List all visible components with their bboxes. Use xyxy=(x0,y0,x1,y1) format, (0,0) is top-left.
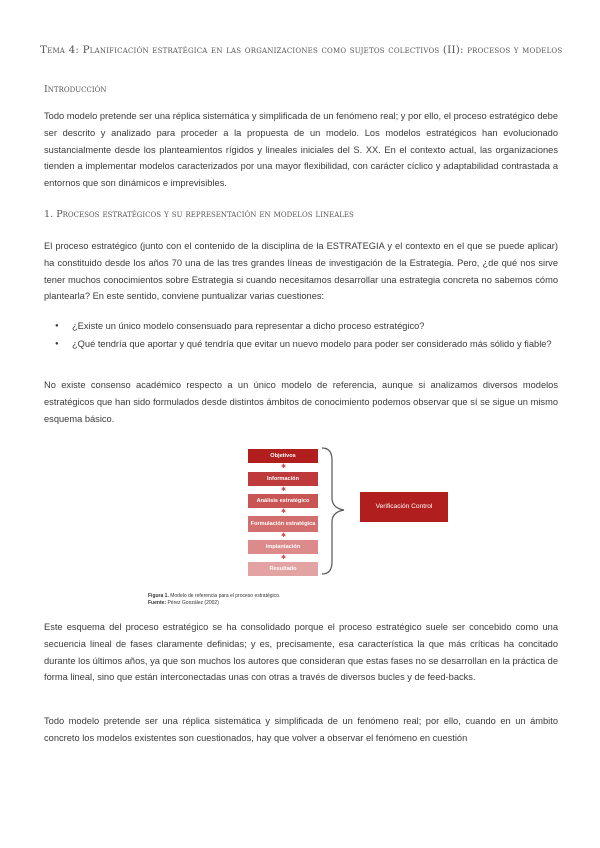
source-label: Fuente: xyxy=(148,600,167,606)
step-connector-icon: ✱ xyxy=(281,555,287,561)
intro-paragraph: Todo modelo pretende ser una réplica sistemática y simplificada de un fenómeno real; y por ello, el proceso estratégico debe ser descrito y analizado para proceder a la propuesta de un modelo. Los modelos estratégicos han evolucionado sustancialmente desde los planteamientos rígidos y lineales iniciales del S. XX. En el contexto actual, las organizaciones tienden a implementar modelos caracterizados por una mayor flexibilidad, con carácter cíclico y adaptabilidad contrastada a entornos que son dinámicos e imprevisibles. xyxy=(44,111,558,189)
step-informacion: Información xyxy=(248,472,318,486)
list-item: ● ¿Existe un único modelo consensuado para representar a dicho proceso estratégico? xyxy=(44,318,558,335)
step-analisis: Análisis estratégico xyxy=(248,494,318,508)
step-resultado: Resultado xyxy=(248,562,318,576)
caption-text: Modelo de referencia para el proceso estratégico. xyxy=(170,593,281,599)
consensus-paragraph: No existe consenso académico respecto a un único modelo de referencia, aunque si analizamos diversos modelos estratégicos que han sido formulados desde distintos ámbitos de conocimiento podemos observar que sí se sigue un mismo esquema básico. xyxy=(44,380,558,424)
step-connector-icon: ✱ xyxy=(281,464,287,470)
section1-heading: 1. Procesos estratégicos y su representación en modelos lineales xyxy=(44,209,354,220)
section1-paragraph: El proceso estratégico (junto con el contenido de la disciplina de la ESTRATEGIA y el contexto en el que se puede aplicar) ha constituido desde los años 70 una de las tres grandes líneas de investigación de la Estrategia. Pero, ¿de qué nos sirve tener muchos conocimientos sobre Estrategia si cuando necesitamos desarrollar una estrategia concreta no sabemos cómo plantearla? En este sentido, conviene puntualizar varias cuestiones: xyxy=(44,241,558,302)
list-item: ● ¿Qué tendría que aportar y qué tendría que evitar un nuevo modelo para poder ser considerado más sólido y fiable? xyxy=(44,336,558,353)
step-connector-icon: ✱ xyxy=(281,533,287,539)
step-connector-icon: ✱ xyxy=(281,487,287,493)
step-objetivos: Objetivos xyxy=(248,449,318,463)
brace-icon xyxy=(318,446,358,576)
final-paragraph: Todo modelo pretende ser una réplica sistemática y simplificada de un fenómeno real; por ello, cuando en un ámbito concreto los modelos existentes son cuestionados, hay que volver a observar el fenómeno en cuestión xyxy=(44,716,558,743)
document-title: Tema 4: Planificación estratégica en las organizaciones como sujetos colectivos (II): procesos y modelos xyxy=(40,44,563,56)
step-formulacion: Formulación estratégica xyxy=(248,516,318,532)
step-connector-icon: ✱ xyxy=(281,509,287,515)
intro-heading: Introducción xyxy=(44,84,107,95)
scheme-paragraph: Este esquema del proceso estratégico se ha consolidado porque el proceso estratégico suele ser concebido como una secuencia lineal de fases claramente definidas; y es, precisamente, esa característica la que más críticas ha concitado durante los últimos años, ya que son muchos los autores que consideran que estas fases no se desarrollan en la práctica de forma lineal, sino que están interconectadas unas con otras a través de diversos bucles y de feed-backs. xyxy=(44,622,558,683)
step-implantacion: Implantación xyxy=(248,540,318,554)
verification-box: Verificación Control xyxy=(360,492,448,522)
source-text: Pérez González (2002) xyxy=(167,600,219,606)
figure-caption xyxy=(148,593,280,607)
caption-label: Figura 1. xyxy=(148,593,169,599)
question-list xyxy=(44,318,558,354)
